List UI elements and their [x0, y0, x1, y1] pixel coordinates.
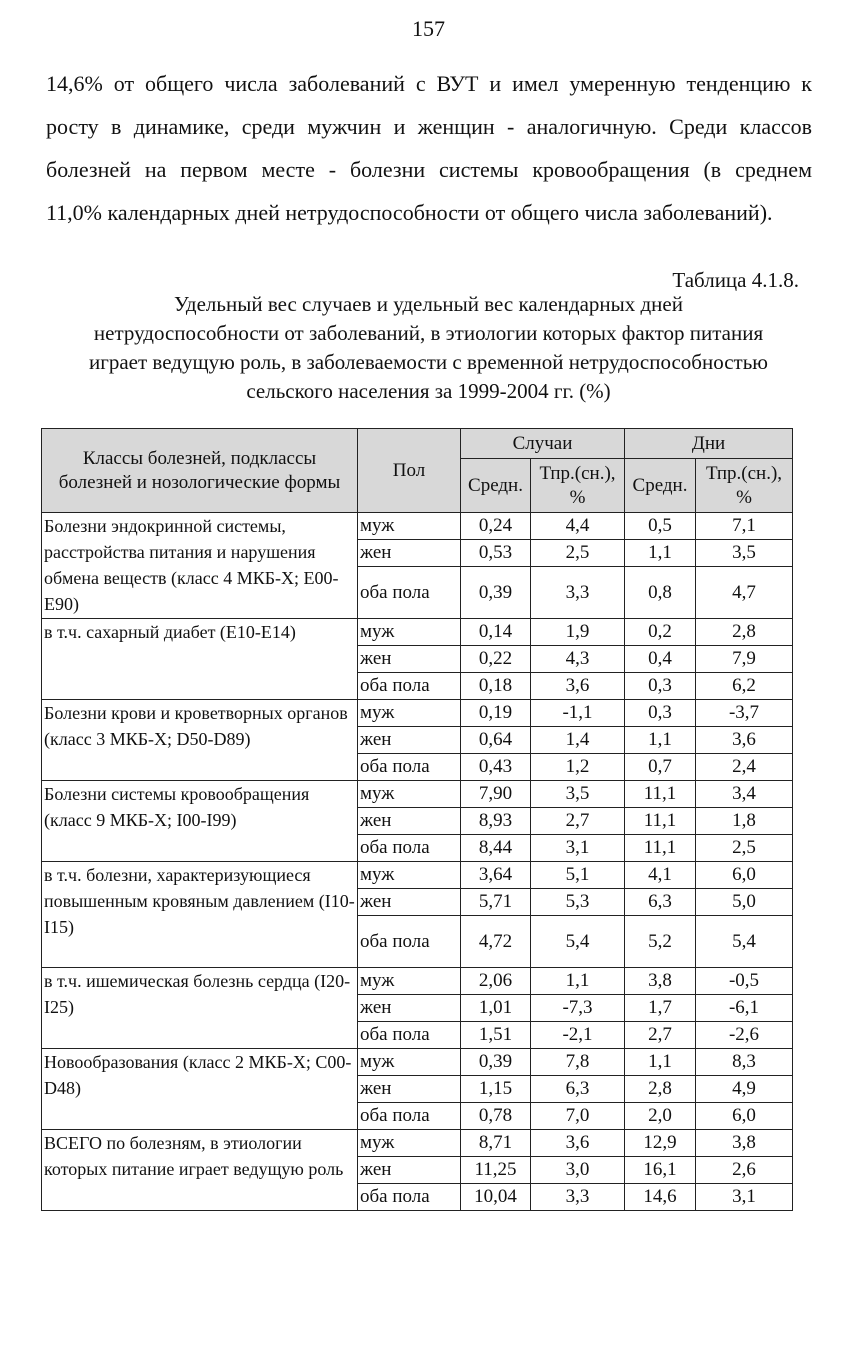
- cases-avg-cell: 0,18: [461, 673, 531, 700]
- days-trend-cell: 8,3: [696, 1049, 793, 1076]
- days-avg-cell: 0,2: [625, 619, 696, 646]
- days-trend-cell: 5,4: [696, 916, 793, 968]
- days-trend-cell: 3,4: [696, 781, 793, 808]
- cases-avg-cell: 0,19: [461, 700, 531, 727]
- sex-cell: оба пола: [358, 835, 461, 862]
- cases-avg-cell: 0,14: [461, 619, 531, 646]
- days-trend-cell: 3,8: [696, 1130, 793, 1157]
- days-trend-cell: 2,5: [696, 835, 793, 862]
- days-trend-cell: -6,1: [696, 995, 793, 1022]
- cases-avg-cell: 5,71: [461, 889, 531, 916]
- days-trend-cell: 2,4: [696, 754, 793, 781]
- days-avg-cell: 1,7: [625, 995, 696, 1022]
- days-avg-cell: 11,1: [625, 808, 696, 835]
- disease-class-cell: Болезни крови и кроветворных органов (класс 3 МКБ-Х; D50-D89): [42, 700, 358, 781]
- days-trend-cell: 3,6: [696, 727, 793, 754]
- days-avg-cell: 2,8: [625, 1076, 696, 1103]
- cases-avg-cell: 0,64: [461, 727, 531, 754]
- sex-cell: оба пола: [358, 754, 461, 781]
- table-body: [42, 513, 793, 1211]
- cases-trend-cell: 1,4: [531, 727, 625, 754]
- cases-avg-cell: 1,15: [461, 1076, 531, 1103]
- days-avg-cell: 1,1: [625, 727, 696, 754]
- cases-trend-cell: 5,4: [531, 916, 625, 968]
- days-trend-cell: 3,5: [696, 540, 793, 567]
- days-trend-cell: 5,0: [696, 889, 793, 916]
- cases-avg-cell: 8,44: [461, 835, 531, 862]
- cases-trend-cell: 3,6: [531, 1130, 625, 1157]
- header-sex: Пол: [358, 429, 461, 513]
- cases-trend-cell: 3,3: [531, 1184, 625, 1211]
- cases-avg-cell: 8,71: [461, 1130, 531, 1157]
- days-avg-cell: 12,9: [625, 1130, 696, 1157]
- disease-class-cell: в т.ч. болезни, характеризующиеся повышенным кровяным давлением (I10-I15): [42, 862, 358, 968]
- sex-cell: жен: [358, 995, 461, 1022]
- days-avg-cell: 0,4: [625, 646, 696, 673]
- cases-trend-cell: 5,3: [531, 889, 625, 916]
- table-row: [42, 968, 793, 995]
- sex-cell: жен: [358, 808, 461, 835]
- page-number: 157: [412, 16, 445, 41]
- days-avg-cell: 3,8: [625, 968, 696, 995]
- sex-cell: оба пола: [358, 1184, 461, 1211]
- disease-class-cell: в т.ч. сахарный диабет (Е10-Е14): [42, 619, 358, 700]
- disease-class-cell: в т.ч. ишемическая болезнь сердца (I20-I25): [42, 968, 358, 1049]
- sex-cell: оба пола: [358, 567, 461, 619]
- cases-trend-cell: 1,1: [531, 968, 625, 995]
- days-avg-cell: 0,5: [625, 513, 696, 540]
- disease-class-cell: Болезни эндокринной системы, расстройства питания и нарушения обмена веществ (класс 4 МКБ-Х; Е00-Е90): [42, 513, 358, 619]
- days-avg-cell: 5,2: [625, 916, 696, 968]
- sex-cell: жен: [358, 1157, 461, 1184]
- header-days: Дни: [625, 429, 793, 459]
- sex-cell: оба пола: [358, 673, 461, 700]
- days-avg-cell: 11,1: [625, 781, 696, 808]
- days-avg-cell: 1,1: [625, 1049, 696, 1076]
- disease-class-cell: Новообразования (класс 2 МКБ-Х; С00-D48): [42, 1049, 358, 1130]
- days-trend-cell: -2,6: [696, 1022, 793, 1049]
- cases-trend-cell: 1,2: [531, 754, 625, 781]
- table-row: [42, 700, 793, 727]
- table-row: [42, 862, 793, 889]
- days-trend-cell: 3,1: [696, 1184, 793, 1211]
- cases-trend-cell: -1,1: [531, 700, 625, 727]
- cases-trend-cell: 2,5: [531, 540, 625, 567]
- days-avg-cell: 0,7: [625, 754, 696, 781]
- sex-cell: оба пола: [358, 1022, 461, 1049]
- paragraph-line: 14,6% от общего числа заболеваний с ВУТ и имел умеренную тенденцию к: [46, 71, 812, 96]
- cases-avg-cell: 10,04: [461, 1184, 531, 1211]
- days-avg-cell: 11,1: [625, 835, 696, 862]
- cases-trend-cell: -7,3: [531, 995, 625, 1022]
- sex-cell: оба пола: [358, 916, 461, 968]
- cases-trend-cell: 2,7: [531, 808, 625, 835]
- days-trend-cell: 1,8: [696, 808, 793, 835]
- table-row: [42, 513, 793, 540]
- table-caption: [20, 290, 837, 406]
- caption-line: сельского населения за 1999-2004 гг. (%): [246, 379, 611, 403]
- paragraph-line: 11,0% календарных дней нетрудоспособности от общего числа заболеваний).: [46, 200, 773, 225]
- table-row: [42, 619, 793, 646]
- days-trend-cell: -3,7: [696, 700, 793, 727]
- days-trend-cell: -0,5: [696, 968, 793, 995]
- cases-trend-cell: -2,1: [531, 1022, 625, 1049]
- cases-trend-cell: 7,0: [531, 1103, 625, 1130]
- days-trend-cell: 2,6: [696, 1157, 793, 1184]
- cases-trend-cell: 3,0: [531, 1157, 625, 1184]
- cases-avg-cell: 0,39: [461, 1049, 531, 1076]
- disease-class-cell: ВСЕГО по болезням, в этиологии которых питание играет ведущую роль: [42, 1130, 358, 1211]
- days-avg-cell: 4,1: [625, 862, 696, 889]
- header-cases-avg: Средн.: [461, 459, 531, 513]
- cases-trend-cell: 3,1: [531, 835, 625, 862]
- sex-cell: муж: [358, 1130, 461, 1157]
- sex-cell: жен: [358, 540, 461, 567]
- cases-avg-cell: 0,22: [461, 646, 531, 673]
- header-cases-trend: Тпр.(сн.), %: [531, 459, 625, 513]
- sex-cell: муж: [358, 781, 461, 808]
- header-days-avg: Средн.: [625, 459, 696, 513]
- table-row: [42, 781, 793, 808]
- body-paragraph: [46, 62, 812, 234]
- table-header: [42, 429, 793, 513]
- cases-trend-cell: 3,6: [531, 673, 625, 700]
- table-row: [42, 1130, 793, 1157]
- sex-cell: жен: [358, 1076, 461, 1103]
- caption-line: Удельный вес случаев и удельный вес календарных дней: [174, 292, 683, 316]
- cases-avg-cell: 1,01: [461, 995, 531, 1022]
- morbidity-table: [41, 428, 793, 1211]
- header-class: Классы болезней, подклассы болезней и нозологические формы: [42, 429, 358, 513]
- cases-trend-cell: 4,3: [531, 646, 625, 673]
- days-trend-cell: 6,2: [696, 673, 793, 700]
- days-avg-cell: 2,7: [625, 1022, 696, 1049]
- cases-avg-cell: 0,39: [461, 567, 531, 619]
- cases-trend-cell: 3,3: [531, 567, 625, 619]
- cases-avg-cell: 4,72: [461, 916, 531, 968]
- sex-cell: жен: [358, 646, 461, 673]
- days-trend-cell: 4,9: [696, 1076, 793, 1103]
- sex-cell: муж: [358, 513, 461, 540]
- cases-avg-cell: 3,64: [461, 862, 531, 889]
- cases-trend-cell: 3,5: [531, 781, 625, 808]
- days-avg-cell: 0,8: [625, 567, 696, 619]
- days-trend-cell: 6,0: [696, 1103, 793, 1130]
- sex-cell: муж: [358, 862, 461, 889]
- days-avg-cell: 1,1: [625, 540, 696, 567]
- header-cases: Случаи: [461, 429, 625, 459]
- days-avg-cell: 0,3: [625, 700, 696, 727]
- days-trend-cell: 2,8: [696, 619, 793, 646]
- cases-avg-cell: 1,51: [461, 1022, 531, 1049]
- cases-trend-cell: 5,1: [531, 862, 625, 889]
- sex-cell: жен: [358, 727, 461, 754]
- days-trend-cell: 7,1: [696, 513, 793, 540]
- cases-avg-cell: 0,43: [461, 754, 531, 781]
- days-trend-cell: 4,7: [696, 567, 793, 619]
- header-days-trend: Тпр.(сн.), %: [696, 459, 793, 513]
- days-trend-cell: 7,9: [696, 646, 793, 673]
- sex-cell: муж: [358, 1049, 461, 1076]
- cases-avg-cell: 0,53: [461, 540, 531, 567]
- sex-cell: муж: [358, 619, 461, 646]
- cases-avg-cell: 0,24: [461, 513, 531, 540]
- cases-avg-cell: 2,06: [461, 968, 531, 995]
- sex-cell: муж: [358, 968, 461, 995]
- days-avg-cell: 2,0: [625, 1103, 696, 1130]
- cases-avg-cell: 8,93: [461, 808, 531, 835]
- caption-line: играет ведущую роль, в заболеваемости с временной нетрудоспособностью: [89, 350, 768, 374]
- sex-cell: оба пола: [358, 1103, 461, 1130]
- cases-avg-cell: 7,90: [461, 781, 531, 808]
- days-avg-cell: 0,3: [625, 673, 696, 700]
- cases-trend-cell: 4,4: [531, 513, 625, 540]
- sex-cell: жен: [358, 889, 461, 916]
- table-row: [42, 1049, 793, 1076]
- paragraph-line: болезней на первом месте - болезни системы кровообращения (в среднем: [46, 157, 812, 182]
- days-avg-cell: 14,6: [625, 1184, 696, 1211]
- disease-class-cell: Болезни системы кровообращения (класс 9 МКБ-Х; I00-I99): [42, 781, 358, 862]
- caption-line: нетрудоспособности от заболеваний, в этиологии которых фактор питания: [93, 321, 764, 345]
- days-trend-cell: 6,0: [696, 862, 793, 889]
- table-number: Таблица 4.1.8.: [672, 268, 799, 292]
- days-avg-cell: 6,3: [625, 889, 696, 916]
- days-avg-cell: 16,1: [625, 1157, 696, 1184]
- cases-avg-cell: 11,25: [461, 1157, 531, 1184]
- cases-trend-cell: 7,8: [531, 1049, 625, 1076]
- cases-avg-cell: 0,78: [461, 1103, 531, 1130]
- cases-trend-cell: 6,3: [531, 1076, 625, 1103]
- cases-trend-cell: 1,9: [531, 619, 625, 646]
- sex-cell: муж: [358, 700, 461, 727]
- paragraph-line: росту в динамике, среди мужчин и женщин - аналогичную. Среди классов: [46, 114, 812, 139]
